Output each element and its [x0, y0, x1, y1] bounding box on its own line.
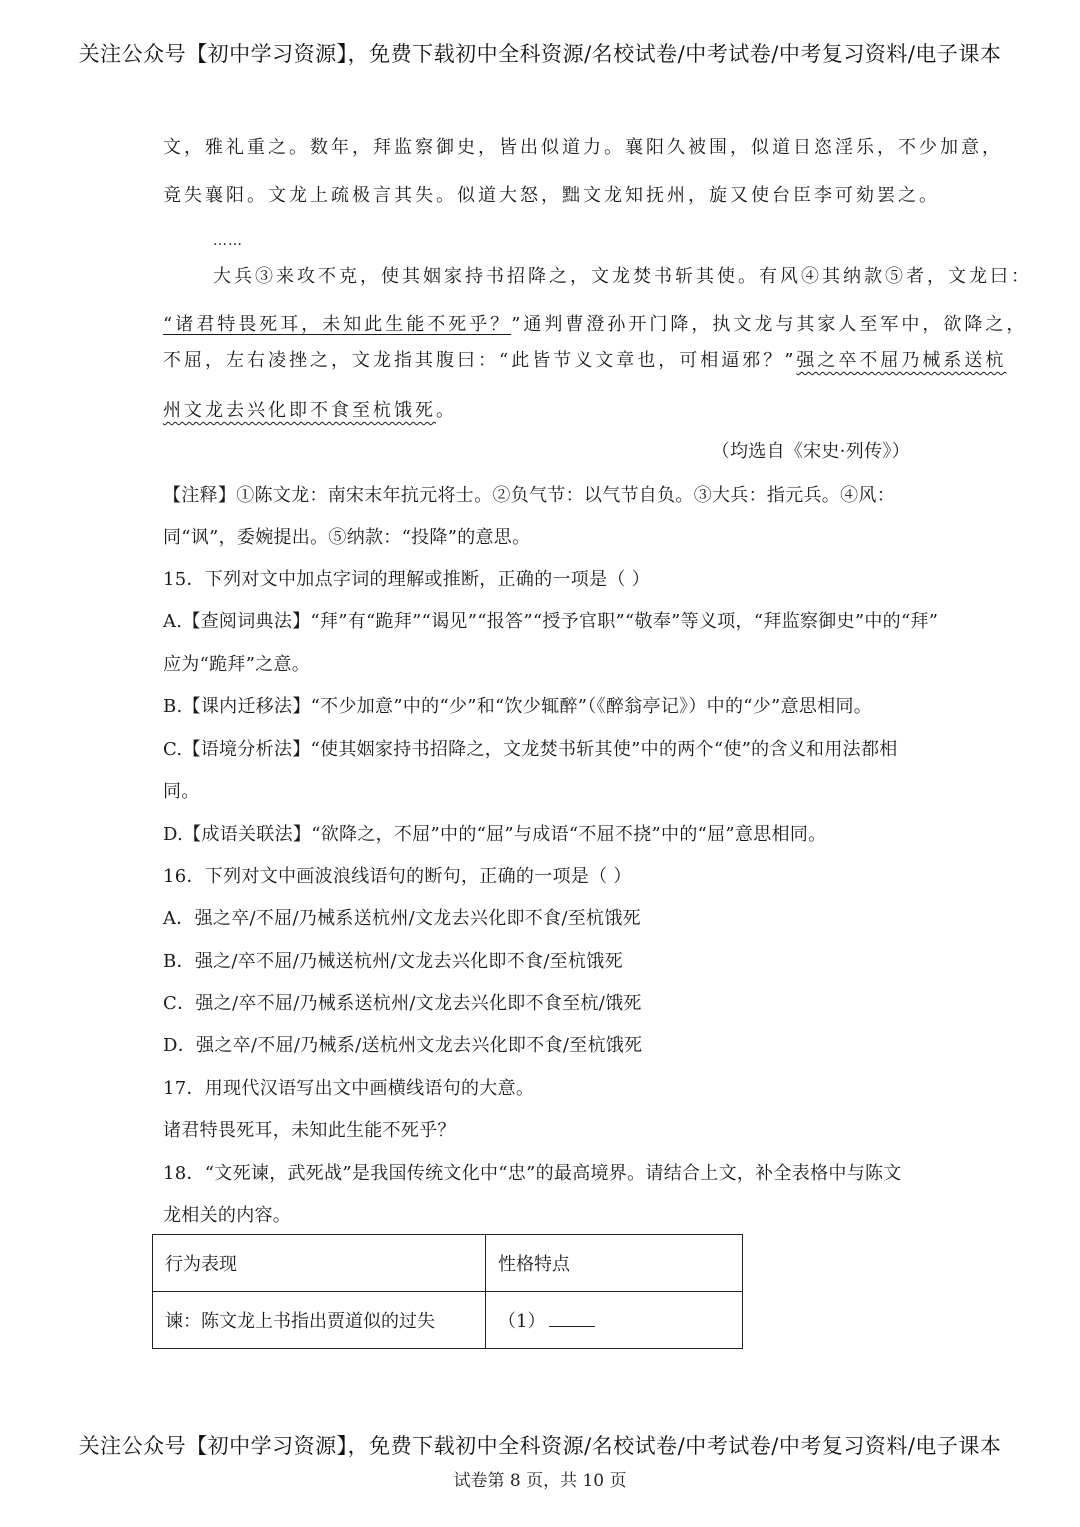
- passage-line: 竟失襄阳。文龙上疏极言其失。似道大怒，黜文龙知抚州，旋又使台臣李可劾罢之。: [163, 185, 940, 206]
- q16-option-b: B．强之/卒不屈/乃械送杭州/文龙去兴化即不食/至杭饿死: [163, 951, 623, 972]
- passage-ellipsis: ……: [213, 233, 243, 249]
- question-18-stem: 18．“文死谏，武死战”是我国传统文化中“忠”的最高境界。请结合上文，补全表格中与陈文: [163, 1163, 902, 1184]
- q15-option-a: A.【查阅词典法】“拜”有“跪拜”“谒见”“报答”“授予官职”“敬奉”等义项，“拜监察御史”中的“拜”: [163, 611, 939, 632]
- answer-blank[interactable]: [549, 1308, 595, 1327]
- table-row: [153, 1292, 743, 1349]
- answer-cell[interactable]: [486, 1292, 743, 1349]
- q16-option-c: C．强之/卒不屈/乃械系送杭州/文龙去兴化即不食至杭/饿死: [163, 993, 642, 1014]
- passage-line: [163, 346, 1006, 372]
- table-header-row: [153, 1235, 743, 1292]
- passage-text: 。: [436, 400, 457, 421]
- passage-line: [163, 310, 1027, 336]
- answer-label: （1）: [498, 1311, 546, 1332]
- wavy-underlined-sentence: 强之卒不屈乃械系送杭: [796, 350, 1007, 371]
- q15-option-c: C.【语境分析法】“使其姻家持书招降之，文龙焚书斩其使”中的两个“使”的含义和用法都相: [163, 739, 898, 760]
- page-number: 试卷第 8 页，共 10 页: [453, 1471, 627, 1491]
- q15-option-c-cont: 同。: [163, 781, 200, 802]
- passage-line: 大兵③来攻不克，使其姻家持书招降之，文龙焚书斩其使。有风④其纳款⑤者，文龙曰：: [213, 266, 1032, 287]
- promo-banner-top: 关注公众号【初中学习资源】，免费下载初中全科资源/名校试卷/中考试卷/中考复习资料/电子课本: [78, 42, 1002, 66]
- q15-option-b: B.【课内迁移法】“不少加意”中的“少”和“饮少辄醉”（《醉翁亭记》）中的“少”意思相同。: [163, 696, 873, 717]
- passage-text: ”通判曹澄孙开门降，执文龙与其家人至军中，欲降之，: [511, 314, 1028, 335]
- source-citation: （均选自《宋史·列传》）: [711, 441, 910, 462]
- table-cell: 谏：陈文龙上书指出贾道似的过失: [153, 1292, 486, 1349]
- q16-option-d: D．强之卒/不屈/乃械系/送杭州文龙去兴化即不食/至杭饿死: [163, 1035, 643, 1056]
- q15-option-a-cont: 应为“跪拜”之意。: [163, 654, 311, 675]
- q15-option-d: D.【成语关联法】“欲降之，不屈”中的“屈”与成语“不屈不挠”中的“屈”意思相同。: [163, 824, 827, 845]
- table-header-cell: 性格特点: [486, 1235, 743, 1292]
- passage-text: 不屈，左右凌挫之，文龙指其腹曰：“此皆节义文章也，可相逼邪？”: [163, 350, 797, 371]
- chen-wenlong-table: [152, 1234, 743, 1349]
- notes-line: 同“讽”，委婉提出。⑤纳款：“投降”的意思。: [163, 527, 531, 548]
- passage-line: [163, 396, 457, 422]
- passage-line: 文，雅礼重之。数年，拜监察御史，皆出似道力。襄阳久被围，似道日恣淫乐，不少加意，: [163, 137, 1003, 158]
- promo-banner-bottom: 关注公众号【初中学习资源】，免费下载初中全科资源/名校试卷/中考试卷/中考复习资料/电子课本: [78, 1434, 1002, 1458]
- wavy-underlined-sentence: 州文龙去兴化即不食至杭饿死: [163, 400, 436, 421]
- question-18-stem-cont: 龙相关的内容。: [163, 1205, 292, 1226]
- notes-line: 【注释】①陈文龙：南宋末年抗元将士。②负气节：以气节自负。③大兵：指元兵。④风：: [163, 485, 895, 506]
- question-16-stem: 16．下列对文中画波浪线语句的断句，正确的一项是（ ）: [163, 866, 632, 887]
- q17-sentence: 诸君特畏死耳，未知此生能不死乎？: [163, 1120, 456, 1141]
- question-15-stem: 15．下列对文中加点字词的理解或推断，正确的一项是（ ）: [163, 569, 651, 590]
- q16-option-a: A．强之卒/不屈/乃械系送杭州/文龙去兴化即不食/至杭饿死: [163, 908, 641, 929]
- question-17-stem: 17．用现代汉语写出文中画横线语句的大意。: [163, 1078, 535, 1099]
- underlined-sentence: “诸君特畏死耳，未知此生能不死乎？: [163, 314, 512, 335]
- table-header-cell: 行为表现: [153, 1235, 486, 1292]
